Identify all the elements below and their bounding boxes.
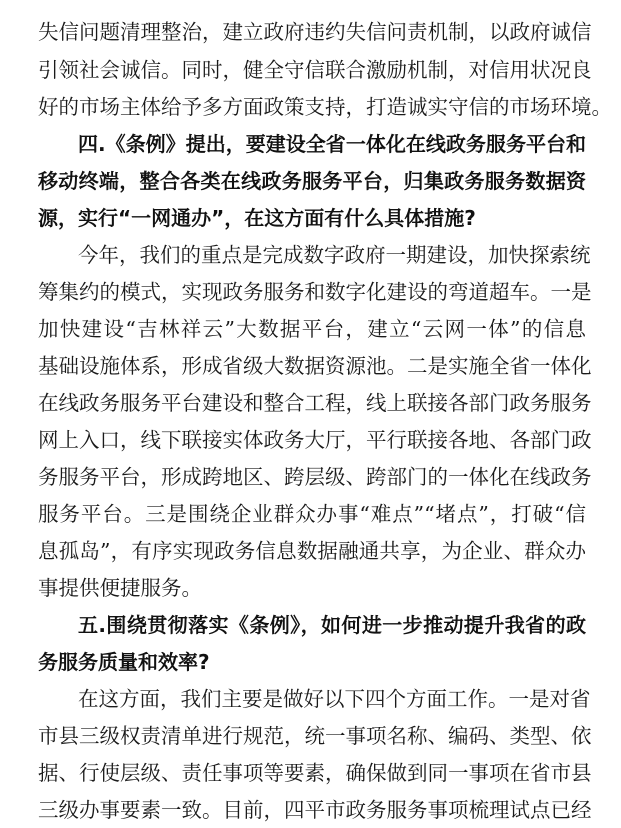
paragraph-line: 市县三级权责清单进行规范，统一事项名称、编码、类型、依 (38, 724, 592, 748)
paragraph-line: 基础设施体系，形成省级大数据资源池。二是实施全省一体化 (38, 354, 592, 378)
section-heading-4: 四.《条例》提出，要建设全省一体化在线政务服务平台和 (78, 132, 586, 156)
section-heading-5: 五.围绕贯彻落实《条例》，如何进一步推动提升我省的政 (78, 613, 586, 637)
paragraph-line: 引领社会诚信。同时，健全守信联合激励机制，对信用状况良 (38, 58, 592, 82)
paragraph-line: 加快建设“吉林祥云”大数据平台，建立“云网一体”的信息 (38, 317, 586, 341)
paragraph-line: 筹集约的模式，实现政务服务和数字化建设的弯道超车。一是 (38, 280, 592, 304)
paragraph-line: 事提供便捷服务。 (38, 576, 202, 600)
section-heading-4: 源，实行“一网通办”，在这方面有什么具体措施? (38, 206, 476, 230)
paragraph-line: 网上入口，线下联接实体政务大厅，平行联接各地、各部门政 (38, 428, 592, 452)
paragraph-line: 据、行使层级、责任事项等要素，确保做到同一事项在省市县 (38, 761, 592, 785)
paragraph-line: 在线政务服务平台建设和整合工程，线上联接各部门政务服务 (38, 391, 592, 415)
paragraph-line: 失信问题清理整治，建立政府违约失信问责机制，以政府诚信 (38, 20, 592, 44)
paragraph-line: 务服务平台，形成跨地区、跨层级、跨部门的一体化在线政务 (38, 465, 592, 489)
paragraph-line: 今年，我们的重点是完成数字政府一期建设，加快探索统 (78, 243, 591, 267)
paragraph-line: 好的市场主体给予多方面政策支持，打造诚实守信的市场环境。 (38, 95, 612, 119)
paragraph-line: 息孤岛”，有序实现政务信息数据融通共享，为企业、群众办 (38, 539, 586, 563)
section-heading-5: 务服务质量和效率? (38, 650, 210, 674)
section-heading-4: 移动终端，整合各类在线政务服务平台，归集政务服务数据资 (38, 169, 586, 193)
paragraph-line: 三级办事要素一致。目前，四平市政务服务事项梳理试点已经 (38, 798, 592, 822)
paragraph-line: 服务平台。三是围绕企业群众办事“难点”“堵点”，打破“信 (38, 502, 586, 526)
paragraph-line: 在这方面，我们主要是做好以下四个方面工作。一是对省 (78, 687, 591, 711)
